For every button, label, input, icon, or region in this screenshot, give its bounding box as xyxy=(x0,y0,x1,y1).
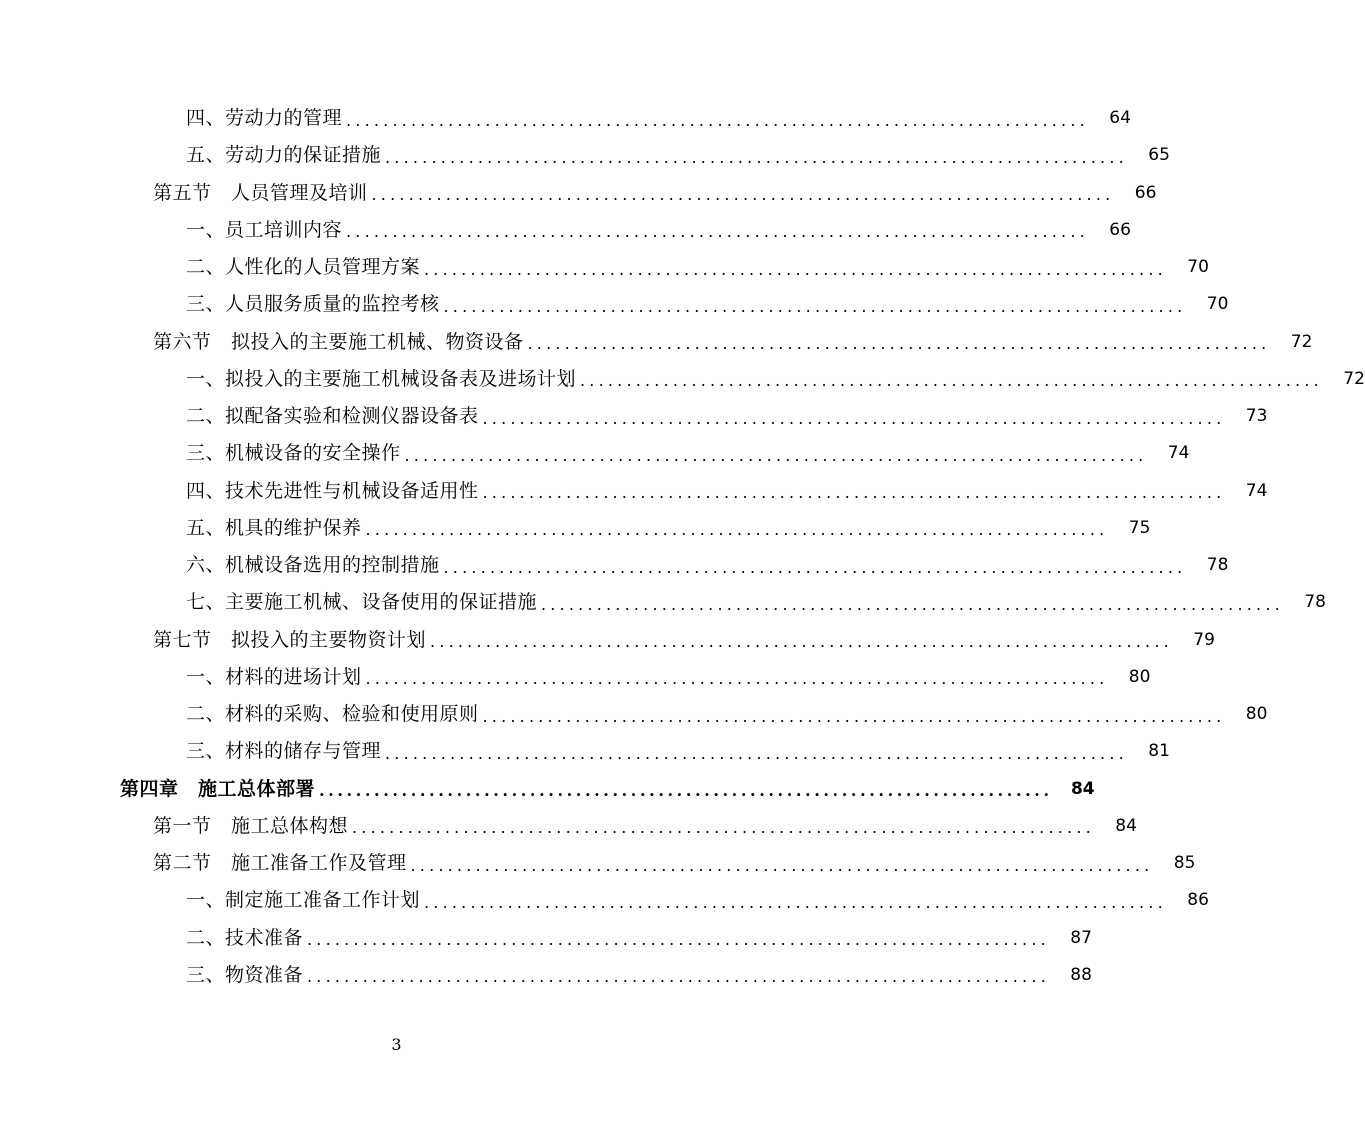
toc-entry-title: 四、劳动力的管理 xyxy=(186,107,343,130)
toc-dot-leader: ................................................................................ xyxy=(307,930,1050,950)
toc-subsection-entry[interactable] xyxy=(0,473,1268,510)
toc-entry-title: 第一节 施工总体构想 xyxy=(153,814,349,837)
toc-section-entry[interactable] xyxy=(0,324,1313,361)
toc-entry-page: 72 xyxy=(1290,331,1313,352)
toc-dot-leader: ................................................................................ xyxy=(307,967,1050,987)
toc-dot-leader: ................................................................................ xyxy=(404,445,1148,465)
toc-entry-title: 六、机械设备选用的控制措施 xyxy=(186,554,440,577)
toc-entry-title: 四、技术先进性与机械设备适用性 xyxy=(186,479,479,502)
toc-dot-leader: ................................................................................ xyxy=(365,520,1109,540)
toc-entry-page: 78 xyxy=(1206,555,1229,576)
toc-dot-leader: ................................................................................ xyxy=(482,706,1226,726)
toc-entry-title: 第六节 拟投入的主要施工机械、物资设备 xyxy=(153,330,524,353)
toc-subsection-entry[interactable] xyxy=(0,547,1229,584)
toc-entry-title: 三、材料的储存与管理 xyxy=(186,740,382,763)
toc-entry-page: 78 xyxy=(1304,592,1326,613)
toc-entry-title: 五、机具的维护保养 xyxy=(186,516,362,539)
toc-subsection-entry[interactable] xyxy=(0,249,1209,286)
toc-entry-title: 二、技术准备 xyxy=(186,926,304,949)
toc-chapter-entry[interactable] xyxy=(0,771,1095,808)
table-of-contents xyxy=(0,100,1365,994)
toc-subsection-entry[interactable] xyxy=(0,286,1229,323)
toc-entry-page: 80 xyxy=(1128,666,1151,687)
toc-entry-page: 73 xyxy=(1245,406,1268,427)
toc-entry-title: 五、劳动力的保证措施 xyxy=(186,144,382,167)
toc-section-entry[interactable] xyxy=(0,175,1157,212)
toc-subsection-entry[interactable] xyxy=(0,659,1151,696)
toc-dot-leader: ................................................................................ xyxy=(365,669,1109,689)
toc-entry-title: 三、物资准备 xyxy=(186,963,304,986)
toc-entry-page: 79 xyxy=(1193,629,1215,650)
toc-dot-leader: ................................................................................ xyxy=(482,483,1226,503)
toc-dot-leader: ................................................................................ xyxy=(580,371,1323,391)
toc-entry-page: 70 xyxy=(1206,294,1229,315)
toc-dot-leader: ................................................................................ xyxy=(443,296,1187,316)
toc-entry-page: 85 xyxy=(1173,853,1196,874)
toc-dot-leader: ................................................................................ xyxy=(385,147,1128,167)
toc-section-entry[interactable] xyxy=(0,622,1215,659)
toc-subsection-entry[interactable] xyxy=(0,733,1170,770)
toc-entry-page: 75 xyxy=(1128,517,1151,538)
toc-entry-title: 二、人性化的人员管理方案 xyxy=(186,256,421,279)
toc-entry-title: 三、机械设备的安全操作 xyxy=(186,442,401,465)
toc-entry-title: 第五节 人员管理及培训 xyxy=(153,181,368,204)
toc-subsection-entry[interactable] xyxy=(0,212,1131,249)
toc-dot-leader: ................................................................................ xyxy=(424,892,1167,912)
toc-subsection-entry[interactable] xyxy=(0,920,1092,957)
toc-dot-leader: ................................................................................ xyxy=(346,110,1089,130)
toc-subsection-entry[interactable] xyxy=(0,100,1131,137)
toc-entry-page: 72 xyxy=(1343,368,1365,389)
toc-subsection-entry[interactable] xyxy=(0,361,1365,398)
toc-entry-page: 81 xyxy=(1148,741,1170,762)
toc-dot-leader: ................................................................................ xyxy=(430,632,1173,652)
toc-entry-title: 一、制定施工准备工作计划 xyxy=(186,889,421,912)
toc-subsection-entry[interactable] xyxy=(0,510,1151,547)
toc-entry-page: 74 xyxy=(1167,443,1190,464)
toc-entry-page: 66 xyxy=(1109,219,1131,240)
toc-dot-leader: ................................................................................ xyxy=(541,594,1284,614)
toc-dot-leader: ................................................................................ xyxy=(385,743,1128,763)
toc-entry-title: 二、材料的采购、检验和使用原则 xyxy=(186,703,479,726)
toc-subsection-entry[interactable] xyxy=(0,137,1170,174)
toc-entry-page: 84 xyxy=(1070,778,1095,799)
toc-entry-page: 74 xyxy=(1245,480,1268,501)
toc-entry-page: 70 xyxy=(1187,257,1209,278)
toc-entry-page: 64 xyxy=(1109,108,1131,129)
toc-entry-page: 65 xyxy=(1148,145,1170,166)
toc-entry-page: 84 xyxy=(1115,815,1137,836)
toc-subsection-entry[interactable] xyxy=(0,696,1268,733)
toc-entry-page: 66 xyxy=(1134,182,1157,203)
toc-entry-title: 二、拟配备实验和检测仪器设备表 xyxy=(186,405,479,428)
toc-section-entry[interactable] xyxy=(0,808,1137,845)
toc-subsection-entry[interactable] xyxy=(0,584,1326,621)
toc-subsection-entry[interactable] xyxy=(0,435,1190,472)
toc-dot-leader: ................................................................................ xyxy=(443,557,1187,577)
toc-dot-leader: ................................................................................ xyxy=(346,222,1089,242)
toc-dot-leader: ................................................................................ xyxy=(352,818,1095,838)
toc-dot-leader: ................................................................................ xyxy=(410,855,1154,875)
toc-section-entry[interactable] xyxy=(0,845,1196,882)
toc-entry-title: 第二节 施工准备工作及管理 xyxy=(153,852,407,875)
toc-subsection-entry[interactable] xyxy=(0,957,1092,994)
toc-entry-title: 一、员工培训内容 xyxy=(186,218,343,241)
toc-dot-leader: ................................................................................ xyxy=(527,334,1271,354)
toc-subsection-entry[interactable] xyxy=(0,882,1209,919)
toc-dot-leader: ................................................................................ xyxy=(424,259,1167,279)
toc-entry-title: 第四章 施工总体部署 xyxy=(120,777,316,800)
toc-dot-leader: ................................................................................ xyxy=(371,185,1115,205)
toc-entry-page: 88 xyxy=(1070,964,1092,985)
toc-entry-title: 第七节 拟投入的主要物资计划 xyxy=(153,628,427,651)
toc-entry-page: 86 xyxy=(1187,890,1209,911)
toc-dot-leader: ................................................................................ xyxy=(319,781,1053,801)
toc-entry-title: 一、材料的进场计划 xyxy=(186,665,362,688)
toc-subsection-entry[interactable] xyxy=(0,398,1268,435)
toc-entry-title: 一、拟投入的主要施工机械设备表及进场计划 xyxy=(186,367,577,390)
toc-entry-title: 三、人员服务质量的监控考核 xyxy=(186,293,440,316)
toc-dot-leader: ................................................................................ xyxy=(482,408,1226,428)
toc-entry-page: 87 xyxy=(1070,927,1092,948)
toc-entry-title: 七、主要施工机械、设备使用的保证措施 xyxy=(186,591,538,614)
page-number: 3 xyxy=(391,1035,402,1054)
toc-entry-page: 80 xyxy=(1245,704,1268,725)
